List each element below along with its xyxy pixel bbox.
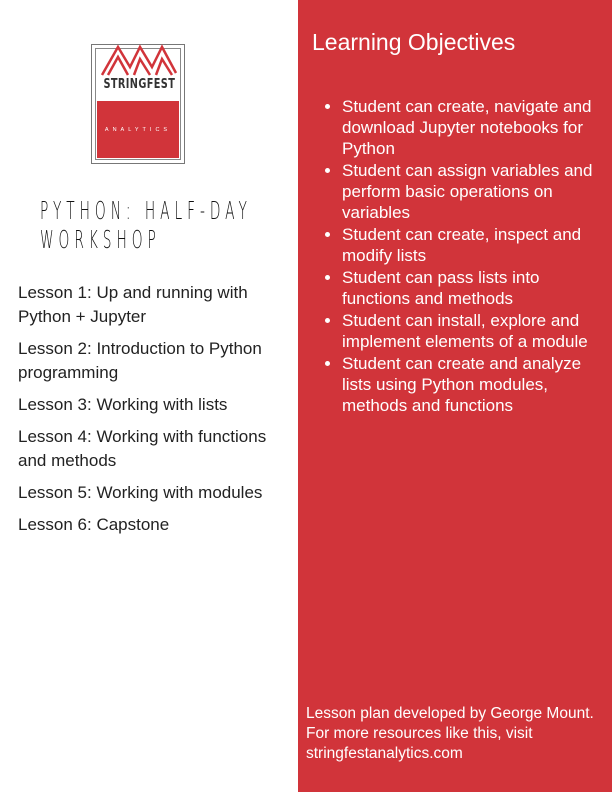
lesson-item: Lesson 5: Working with modules	[18, 483, 263, 502]
objective-item: • Student can create and analyze lists using Python modules, methods and functions	[342, 353, 602, 416]
lesson-list	[18, 281, 293, 545]
objectives-list	[342, 96, 602, 417]
logo-sub: ANALYTICS	[104, 126, 172, 133]
footer-note: Lesson plan developed by George Mount. For more resources like this, visit stringfestanalytics.com	[306, 705, 594, 762]
lesson-item: Lesson 2: Introduction to Python programming	[18, 339, 262, 382]
objectives-heading: Learning Objectives	[312, 29, 516, 55]
objective-item: • Student can assign variables and perform basic operations on variables	[342, 160, 602, 223]
lesson-item: Lesson 6: Capstone	[18, 515, 170, 534]
lesson-item: Lesson 4: Working with functions and methods	[18, 427, 267, 470]
lesson-item: Lesson 1: Up and running with Python + Jupyter	[18, 283, 248, 326]
objectives-panel	[298, 0, 612, 792]
objective-item: • Student can install, explore and implement elements of a module	[342, 310, 602, 352]
logo-mountain-icon	[100, 43, 178, 77]
page-title: PYTHON: HALF-DAY WORKSHOP	[40, 196, 252, 254]
lesson-item: Lesson 3: Working with lists	[18, 395, 228, 414]
objective-item: • Student can create, navigate and download Jupyter notebooks for Python	[342, 96, 602, 159]
stringfest-logo	[91, 44, 185, 164]
objective-item: • Student can create, inspect and modify lists	[342, 224, 602, 266]
logo-brand: STRINGFEST	[103, 77, 176, 92]
objective-item: • Student can pass lists into functions and methods	[342, 267, 602, 309]
